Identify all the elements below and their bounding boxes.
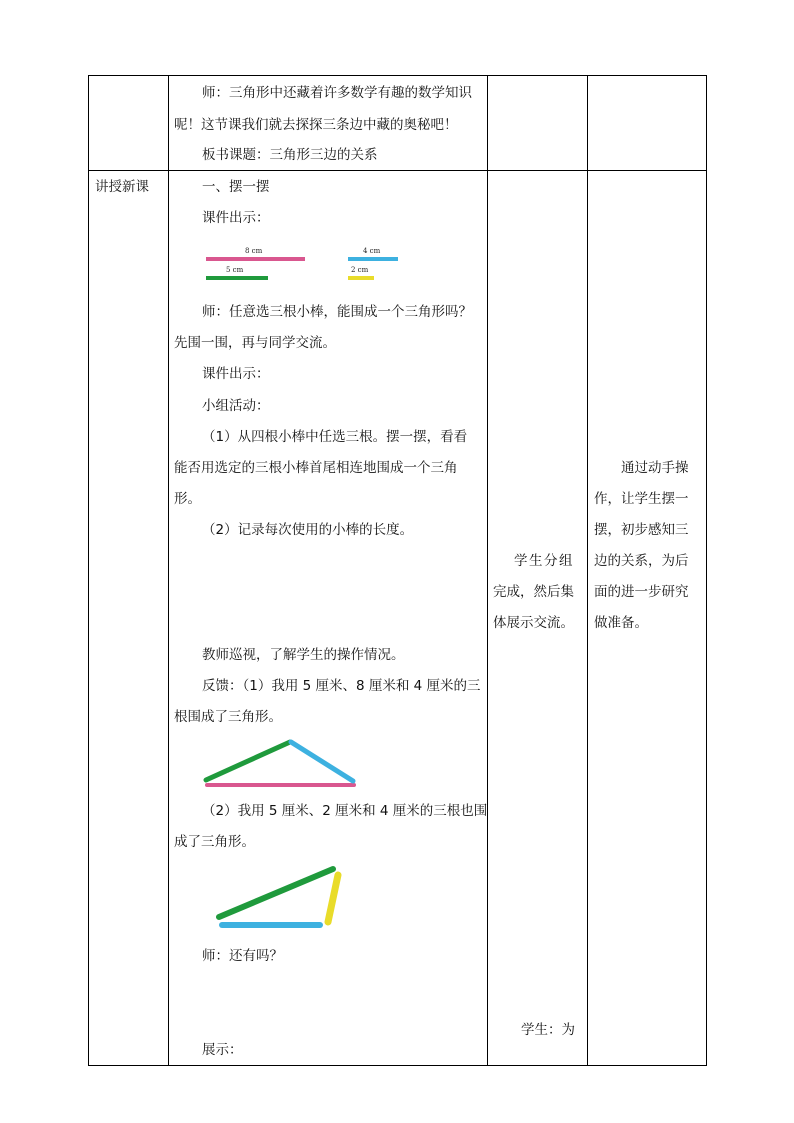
- intent-line-1: 通过动手操: [621, 460, 689, 476]
- question-line-1: 师：任意选三根小棒，能围成一个三角形吗？: [202, 304, 472, 320]
- stick-8cm: [206, 247, 305, 261]
- intent-line-2: 作，让学生摆一: [594, 491, 689, 507]
- stick-5cm: [206, 266, 268, 280]
- student-activity-line-2: 完成，然后集: [493, 584, 574, 600]
- sticks-figure: [200, 240, 420, 286]
- student-activity-line-1: 学生分组: [514, 553, 574, 569]
- step-2: （2）记录每次使用的小棒的长度。: [202, 522, 414, 538]
- show-label: 展示：: [202, 1042, 243, 1058]
- stick-4cm-label: 4 cm: [363, 247, 381, 255]
- section-heading: 一、摆一摆: [202, 179, 270, 195]
- table-border-right: [706, 75, 707, 1066]
- triangle-2-side-5cm: [219, 869, 333, 917]
- table-row-divider: [88, 170, 707, 171]
- stick-8cm-label: 8 cm: [245, 247, 263, 255]
- step-1-line-1: （1）从四根小棒中任选三根。摆一摆，看看: [202, 429, 468, 445]
- intro-line-1: 师：三角形中还藏着许多数学有趣的数学知识: [202, 85, 472, 101]
- student-activity-line-4: 学生：为: [521, 1022, 575, 1038]
- stick-2cm-label: 2 cm: [351, 266, 369, 274]
- section-label: 讲授新课: [95, 179, 149, 195]
- triangle-2-side-2cm: [328, 875, 338, 922]
- student-activity-line-3: 体展示交流。: [493, 615, 574, 631]
- intent-line-6: 做准备。: [594, 615, 648, 631]
- stick-2cm: [348, 266, 374, 280]
- triangle-1-side-5cm: [206, 742, 290, 780]
- group-activity-label: 小组活动：: [202, 398, 270, 414]
- stick-4cm: [348, 247, 398, 261]
- courseware-label-1: 课件出示：: [202, 210, 270, 226]
- step-1-line-2: 能否用选定的三根小棒首尾相连地围成一个三角: [174, 460, 458, 476]
- intent-line-5: 面的进一步研究: [594, 584, 689, 600]
- intent-line-4: 边的关系，为后: [594, 553, 689, 569]
- step-1-line-3: 形。: [174, 491, 201, 507]
- triangle-figure-2: [210, 860, 360, 935]
- table-col-divider-1: [168, 75, 169, 1066]
- board-title: 板书课题：三角形三边的关系: [202, 147, 378, 163]
- intent-line-3: 摆，初步感知三: [594, 522, 689, 538]
- feedback-2-line-1: （2）我用 5 厘米、2 厘米和 4 厘米的三根也围: [202, 803, 488, 819]
- question-line-2: 先围一围，再与同学交流。: [174, 335, 336, 351]
- table-border-bottom: [88, 1065, 707, 1066]
- triangle-1-side-4cm: [291, 742, 353, 781]
- teacher-patrol: 教师巡视，了解学生的操作情况。: [202, 647, 405, 663]
- table-col-divider-2: [487, 75, 488, 1066]
- table-col-divider-3: [587, 75, 588, 1066]
- intro-line-2: 呢！这节课我们就去探探三条边中藏的奥秘吧！: [174, 117, 458, 133]
- teacher-more: 师：还有吗？: [202, 948, 283, 964]
- feedback-2-line-2: 成了三角形。: [174, 834, 255, 850]
- stick-5cm-label: 5 cm: [226, 266, 244, 274]
- courseware-label-2: 课件出示：: [202, 366, 270, 382]
- table-border-left: [88, 75, 89, 1066]
- feedback-1-line-1: 反馈：（1）我用 5 厘米、8 厘米和 4 厘米的三: [202, 678, 481, 694]
- table-border-top: [88, 75, 707, 76]
- feedback-1-line-2: 根围成了三角形。: [174, 709, 282, 725]
- triangle-figure-1: [200, 735, 370, 795]
